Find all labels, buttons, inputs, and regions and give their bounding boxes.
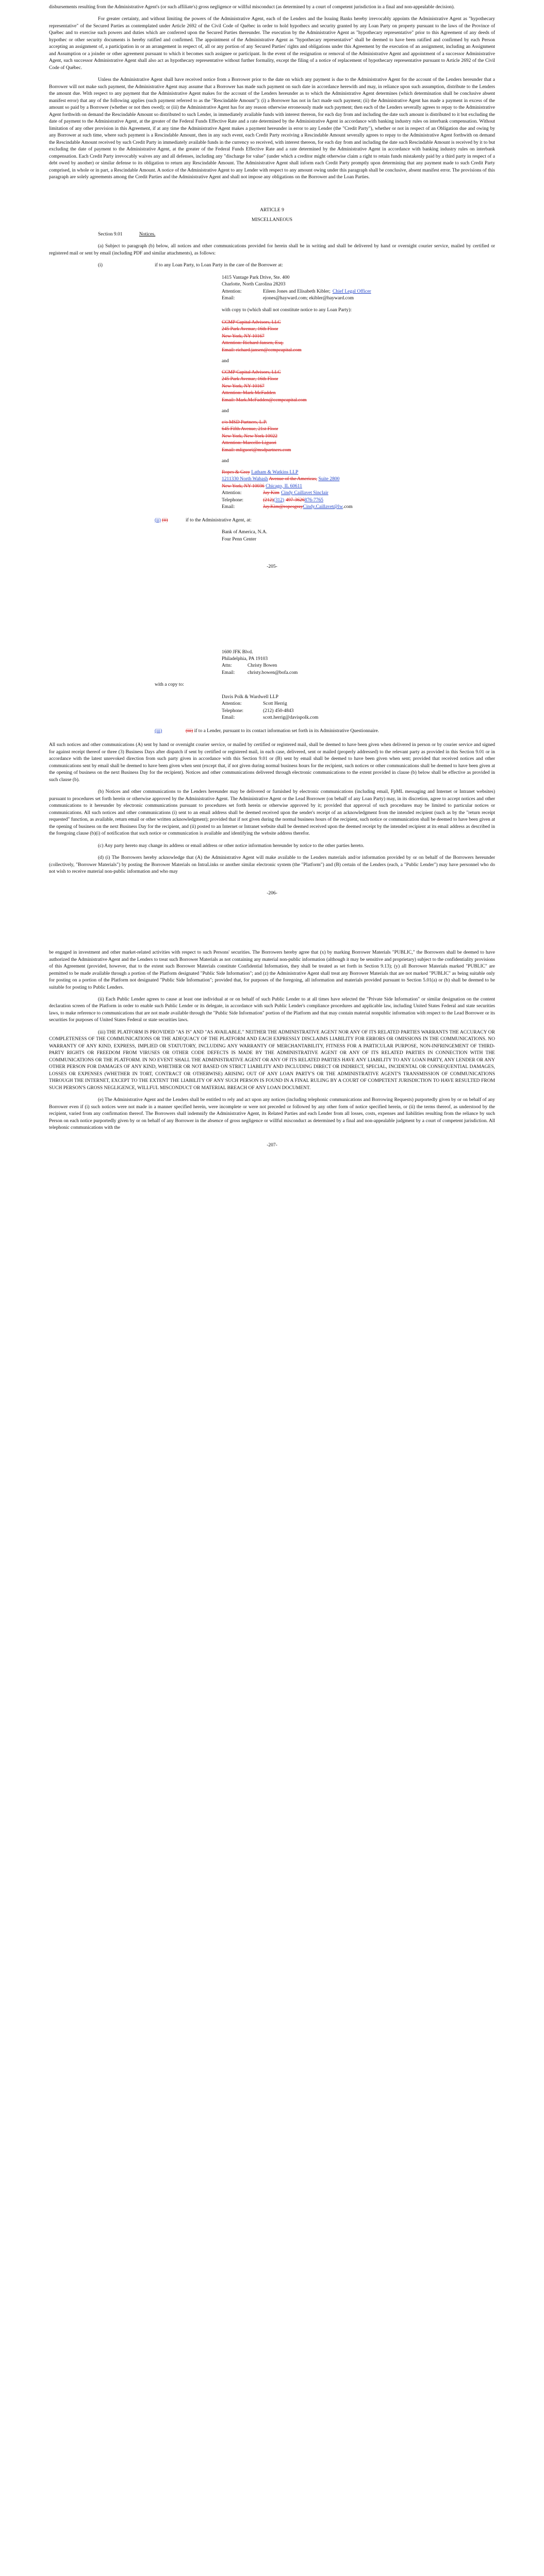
del-line: Attention: Mark McFadden [222,391,276,396]
rescindable-paragraph: Unless the Administrative Agent shall have received notice from a Borrower prior to the date on which any payment is due to the Administrative Agent for the account of the Lenders hereunder that a Borrower will not make such payment, the Administrative Agent may assume that a Borrower has made such payment on such date in accordance herewith and may, in reliance upon such assumption, distribute to the Lenders the amount due. With respect to any payment that the Administrative Agent makes for the account of the Lenders hereunder as to which the Administrative Agent determines (which determination shall be conclusive absent manifest error) that any of the following applies (such payment referred to as the "Rescindable Amount"): (i) a Borrower has not in fact made such payment; (ii) the Administrative Agent has made a payment in excess of the amount so paid by a Borrower (whether or not then owed); or (iii) the Administrative Agent has for any reason otherwise erroneously made such payment; then each of the Lenders severally agrees to repay to the Administrative Agent forthwith on demand the Rescindable Amount so distributed to such Lender, in immediately available funds with interest thereon, for each day from and including the date such amount is distributed to it but excluding the date of payment to the Administrative Agent, at the greater of the Federal Funds Effective Rate and a rate determined by the Administrative Agent in accordance with banking industry rules on interbank compensation. Without limitation of any other provision in this Agreement, if at any time the Administrative Agent makes a payment hereunder in error to any Lender (the "Credit Party"), whether or not in respect of an Obligation due and owing by any Borrower at such time, where such payment is a Rescindable Amount, then in any such event, each Credit Party receiving a Rescindable Amount severally agrees to repay to the Administrative Agent forthwith on demand the Rescindable Amount received by such Credit Party in immediately available funds in the currency so received, with interest thereon, for each day from and including the date such Rescindable Amount is received by it to but excluding the date of payment to the Administrative Agent, at the greater of the Federal Funds Effective Rate and a rate determined by the Administrative Agent in accordance with banking industry rules on interbank compensation. Each Credit Party irrevocably waives any and all defenses, including any "discharge for value" (under which a creditor might otherwise claim a right to retain funds mistakenly paid by a third party in respect of a debt owed by another) or similar defense to its obligation to return any Rescindable Amount. The Administrative Agent shall inform each Credit Party promptly upon determining that any payment made to such Credit Party comprised, in whole or in part, a Rescindable Amount. A notice of the Administrative Agent to any Lender with respect to any amount owing under this paragraph shall be conclusive, absent manifest error. The provisions of this paragraph are solely agreements among the Credit Parties and the Administrative Agent and shall not impose any obligations on the Borrower and the Loan Parties. [49,77,495,180]
del-line: Email: richard.jansen@ccmpcapital.com [222,347,302,353]
tel-area-inserted: (312) [273,497,285,503]
opening-paragraph: disbursements resulting from the Administrative Agent's (or such affiliate's) gross negligence or willful misconduct (as determined by a court of competent jurisdiction in a final and non-appealable decision). [49,5,455,10]
notice-ii-marker-inserted: (ii) [155,517,161,523]
email-label: Email: [222,295,235,301]
notice-iii-deleted: (iii) [186,728,193,734]
section-a-intro: (a) Subject to paragraph (b) below, all notices and other communications provided for herein shall be in writing and shall be delivered by hand or overnight courier service, mailed by certified or registered mail or sent by email (including PDF and similar attachments), as follows: [49,244,495,256]
copy-intro: with copy to (which shall not constitute notice to any Loan Party): [222,308,352,313]
notice-ii-marker-deleted: (ii) [161,517,168,523]
notice-i-row [98,262,495,269]
law-tel-label: Telephone: [222,708,244,714]
section-d-paragraph: (d) (i) The Borrowers hereby acknowledge that (A) the Administrative Agent will make available to the Lenders materials and/or information provided by or on behalf of the Borrowers hereunder (collectively, "Borrower Materials") by posting the Borrower Materials on IntraLinks or another similar electronic system (the "Platform") and (B) certain of the Lenders (each, a "Public Lender") may have personnel who do not wish to receive material non-public information and who may [49,855,495,875]
notice-i-marker: (i) [98,263,103,268]
page-number-205: -205- [267,564,277,570]
davis-polk-block [222,694,495,722]
city-deleted: New York, NY 10036 [222,483,265,489]
notice-i-intro: if to any Loan Party, to Loan Party in the care of the Borrower at: [155,263,283,268]
platform-disclaimer-paragraph: (iii) THE PLATFORM IS PROVIDED "AS IS" AND "AS AVAILABLE." NEITHER THE ADMINISTRATIVE AGENT NOR ANY OF ITS RELATED PARTIES WARRANTS THE ACCURACY OR COMPLETENESS OF THE COMMUNICATIONS OR THE ADEQUACY OF THE PLATFORM AND EACH EXPRESSLY DISCLAIMS LIABILITY FOR ERRORS OR OMISSIONS IN THE COMMUNICATIONS. NO WARRANTY OF ANY KIND, EXPRESS, IMPLIED OR STATUTORY, INCLUDING ANY WARRANTY OF MERCHANTABILITY, FITNESS FOR A PARTICULAR PURPOSE, NON-INFRINGEMENT OF THIRD-PARTY RIGHTS OR FREEDOM FROM VIRUSES OR OTHER CODE DEFECTS IS MADE BY THE ADMINISTRATIVE AGENT OR ANY OF ITS RELATED PARTIES IN CONNECTION WITH THE COMMUNICATIONS OR THE PLATFORM. IN NO EVENT SHALL THE ADMINISTRATIVE AGENT OR ANY OF ITS RELATED PARTIES HAVE ANY LIABILITY TO ANY LOAN PARTY, ANY LENDER OR ANY OTHER PERSON FOR DAMAGES OF ANY KIND, WHETHER OR NOT BASED ON STRICT LIABILITY AND INCLUDING DIRECT OR INDIRECT, SPECIAL, INCIDENTAL OR CONSEQUENTIAL DAMAGES, LOSSES OR EXPENSES (WHETHER IN TORT, CONTRACT OR OTHERWISE) ARISING OUT OF ANY LOAN PARTY'S OR THE ADMINISTRATIVE AGENT'S TRANSMISSION OF COMMUNICATIONS THROUGH THE INTERNET, EXCEPT TO THE EXTENT THE LIABILITY OF ANY SUCH PERSON IS FOUND IN A FINAL RULING BY A COURT OF COMPETENT JURISDICTION TO HAVE RESULTED FROM SUCH PERSON'S GROSS NEGLIGENCE, WILLFUL MISCONDUCT OR MATERIAL BREACH OF ANY LOAN DOCUMENT. [49,1029,495,1091]
copy-intro-2: with a copy to: [155,682,184,688]
deleted-block-ccmp-1 [222,319,495,354]
section-title: Notices. [139,231,156,237]
tel-area-deleted: (212) [263,497,274,503]
del-line: CCMP Capital Advisors, LLC [222,369,281,375]
page-207-body [0,950,544,1149]
section-b-paragraph: (b) Notices and other communications to the Lenders hereunder may be delivered or furnished by electronic communications (including email, FpML messaging and Internet or Intranet websites) pursuant to procedures set forth herein or otherwise approved by the Administrative Agent. The Administrative Agent or the Lead Borrower (on behalf of any Loan Party) may, in its discretion, agree to accept notices and other communications to it hereunder by electronic communications pursuant to procedures set forth herein or otherwise approved by it; provided that approval of such procedures may be limited to particular notices or communications. All such notices and other communications (i) sent to an email address shall be deemed received upon the sender's receipt of an acknowledgment from the intended recipient (such as by the "return receipt requested" function, as available, return email or other written acknowledgment); provided that if not given during the normal business hours of the recipient, such notice or communication shall be deemed to have been given at the opening of business on the next Business Day for the recipient, and (ii) posted to an Internet or Intranet website shall be deemed received upon the deemed receipt by the intended recipient at its email address as described in the foregoing clause (b)(i) of notification that such notice or communication is available and identifying the website address therefor. [49,789,495,837]
del-line: Email: mliguori@msdpartners.com [222,447,291,453]
del-line: c/o MSD Partners, L.P. [222,419,267,425]
law-email-label: Email: [222,715,235,721]
page-number-207: -207- [267,1142,277,1148]
street-inserted: 1211330 North Wabash [222,477,268,482]
notice-ii-row [155,517,495,524]
hypothecary-paragraph: For greater certainty, and without limiting the powers of the Administrative Agent, each of the Lenders and the Issuing Banks hereby irrevocably appoints the Administrative Agent as "hypothecary representative" of the Secured Parties as contemplated under Article 2692 of the Civil Code of Québec in order to hold hypothecs and security granted by any Loan Party on property pursuant to the laws of the Province of Québec and to exercise such powers and duties which are conferred upon the Secured Parties thereunder. The execution by the Administrative Agent as "hypothecary representative" prior to this Agreement of any deeds of hypothec or other security documents is hereby ratified and confirmed. The appointment of the Administrative Agent as "hypothecary representative" shall be deemed to have been ratified and confirmed by each Person accepting an assignment of, a participation in or an arrangement in respect of, all or any portion of any Secured Parties' rights and obligations under this Agreement by the execution of an assignment, including an Assignment and Assumption or a joinder or other agreement pursuant to which it becomes such assignee or participant. In the event of the resignation or removal of the Administrative Agent and appointment of a successor Administrative Agent, such successor Administrative Agent shall also act as hypothecary representative without further formality, except the filing of a notice of replacement of hypothecary representative pursuant to Article 2692 of the Civil Code of Québec. [49,16,495,71]
latham-block [222,469,495,511]
law-attn: Scott Herrig [263,701,287,707]
attn-label: Attn: [222,663,232,669]
attn-value: Eileen Jones and Elisabeth Kibler; [263,289,331,294]
borrower-addr-line-2: Charlotte, North Carolina 28203 [222,282,286,287]
notice-ii-text: if to the Administrative Agent, at: [186,517,252,523]
tel-num-inserted: 876-7765 [304,497,323,503]
notice-iii-text: if to a Lender, pursuant to its contact information set forth in its Administrative Questionnaire. [194,728,380,734]
attn2-label: Attention: [222,490,242,496]
firm-inserted: Latham & Watkins LLP [251,469,299,475]
law-email: scott.herrig@davispolk.com [263,715,319,721]
section-number: Section 9.01 [98,231,123,237]
and-connector: and [222,459,229,464]
email2-deleted: Jay.Kim@ropesgray [263,504,303,510]
firm-deleted: Ropes & Gray [222,469,250,475]
and-connector: and [222,409,229,414]
deleted-block-msd [222,419,495,454]
del-line: 245 Park Avenue, 16th Floor [222,377,278,382]
del-line: Email: Mark.McFadden@ccmpcapital.com [222,397,307,403]
attn-label: Attention: [222,289,242,294]
and-connector: and [222,359,229,364]
notice-iii-marker: (iii) [155,728,162,734]
deleted-block-ccmp-2 [222,369,495,404]
notice-iii-row [155,728,495,735]
del-line: New York, NY 10167 [222,383,265,389]
suite-inserted: Suite 2800 [318,477,340,482]
bofa-address [222,529,495,543]
email2-inserted: Cindy.Caillavet@lw [303,504,343,510]
addr-line: 1600 JFK Blvd. [222,649,253,655]
email-label: Email: [222,670,235,675]
del-line: Attention: Marcello Liguori [222,440,277,446]
section-c-paragraph: (c) Any party hereto may change its address or email address or other notice information hereunder by notice to the other parties hereto. [98,843,365,849]
document-page [0,0,544,1149]
attn2-deleted: Jay Kim [263,490,279,496]
article-subheading: MISCELLANEOUS [251,217,293,223]
private-side-paragraph: (ii) Each Public Lender agrees to cause at least one individual at or on behalf of such Public Lender to at all times have selected the "Private Side Information" or similar designation on the content declaration screen of the Platform in order to enable such Public Lender or its delegate, in accordance with such Public Lender's compliance procedures and applicable law, including United States Federal and state securities laws, to make reference to communications that are not made available through the "Public Side Information" portion of the Platform and that may contain material nonpublic information with respect to the Lead Borrower or its securities for purposes of United States Federal or state securities laws. [49,996,495,1023]
email2-label: Email: [222,504,235,510]
section-heading [98,231,495,238]
tel-num-deleted: 497-3626 [286,497,305,503]
borrower-addr-line-1: 1415 Vantage Park Drive, Ste. 400 [222,275,290,280]
public-lender-paragraph: be engaged in investment and other market-related activities with respect to such Persons' securities. The Borrowers hereby agree that (x) by marking Borrower Materials "PUBLIC," the Borrowers shall be deemed to have authorized the Administrative Agent and the Lenders to treat such Borrower Materials as not containing any material non-public information (although it may be sensitive and proprietary) subject to the confidentiality provisions of this Agreement (provided, however, that to the extent such Borrower Materials constitute Confidential Information, they shall be treated as set forth in Section 9.13); (y) all Borrower Materials marked "PUBLIC" are permitted to be made available through a portion of the Platform designated "Public Side Information"; and (z) the Administrative Agent shall treat any Borrower Materials that are not marked "PUBLIC" as being suitable only for posting on a portion of the Platform not designated "Public Side Information"; provided that, for purposes of the foregoing, all information and materials provided pursuant to Section 5.01(a) or (b) shall be deemed to be suitable for posting to Public Lenders. [49,950,495,990]
email-value: christy.bowen@bofa.com [248,670,298,675]
street-deleted: Avenue of the Americas, [269,477,318,482]
city-inserted: Chicago, IL 60611 [266,483,302,489]
del-line: Attention: Richard Jansen, Esq. [222,341,284,346]
page-206-body [0,649,544,897]
article-heading: ARTICLE 9 [260,207,284,213]
del-line: 645 Fifth Avenue, 21st Floor [222,427,278,432]
bofa-address-cont [222,649,495,677]
attn2-inserted: Cindy Caillavet Sinclair [281,490,328,496]
addr-line: Philadelphia, PA 19103 [222,656,268,662]
section-e-paragraph: (e) The Administrative Agent and the Lenders shall be entitled to rely and act upon any notices (including telephonic communications and Borrowing Requests) purportedly given by or on behalf of any Borrower even if (i) such notices were not made in a manner specified herein, were incomplete or were not preceded or followed by any other form of notice specified herein, or (ii) the terms thereof, as understood by the recipient, varied from any confirmation thereof. The Borrowers shall indemnify the Administrative Agent, its Related Parties and each Lender from all losses, costs, expenses and liabilities resulting from the reliance by such Person on each notice purportedly given by or on behalf of any Borrower in the absence of gross negligence or willful misconduct as determined by a final and non-appealable judgment by a court of competent jurisdiction. All telephonic communications with the [49,1097,495,1131]
law-tel: (212) 450-4843 [263,708,294,714]
attn-inserted: Chief Legal Officer [332,289,371,294]
law-attn-label: Attention: [222,701,242,707]
firm-name: Davis Polk & Wardwell LLP [222,694,278,700]
email-value: ejones@hayward.com; ekibler@hayward.com [263,295,354,301]
borrower-address-block [222,275,495,302]
page-205-body [0,0,544,571]
tel-label: Telephone: [222,497,244,503]
del-line: New York, New York 10022 [222,433,277,439]
bofa-line-1: Bank of America, N.A. [222,530,268,535]
del-line: CCMP Capital Advisors, LLC [222,319,281,325]
bofa-line-2: Four Penn Center [222,536,257,542]
email2-tail: .com [343,504,353,510]
del-line: New York, NY 10167 [222,333,265,339]
del-line: 245 Park Avenue, 16th Floor [222,327,278,332]
page-number-206: -206- [267,890,277,896]
notices-deemed-paragraph: All such notices and other communications (A) sent by hand or overnight courier service, or mailed by certified or registered mail, shall be deemed to have been given when delivered in person or by courier service and signed for against receipt thereof or three (3) Business Days after dispatch if sent by certified or registered mail, in each case, delivered, sent or mailed (properly addressed) to the relevant party as provided in this Section 9.01 or in accordance with the latest unrevoked direction from such party given in accordance with this Section 9.01 or (B) sent by email shall be deemed to have been given when sent; provided that received notices and other communications sent by email shall be deemed to have been given when sent (except that, if not given during normal business hours for the recipient, such notices or other communications shall be deemed to have been given at the opening of business on the next Business Day for the recipient). Notices and other communications delivered through electronic communications to the extent provided in clause (b) below shall be effective as provided in such clause (b). [49,742,495,783]
attn-value: Christy Bowen [248,663,277,669]
